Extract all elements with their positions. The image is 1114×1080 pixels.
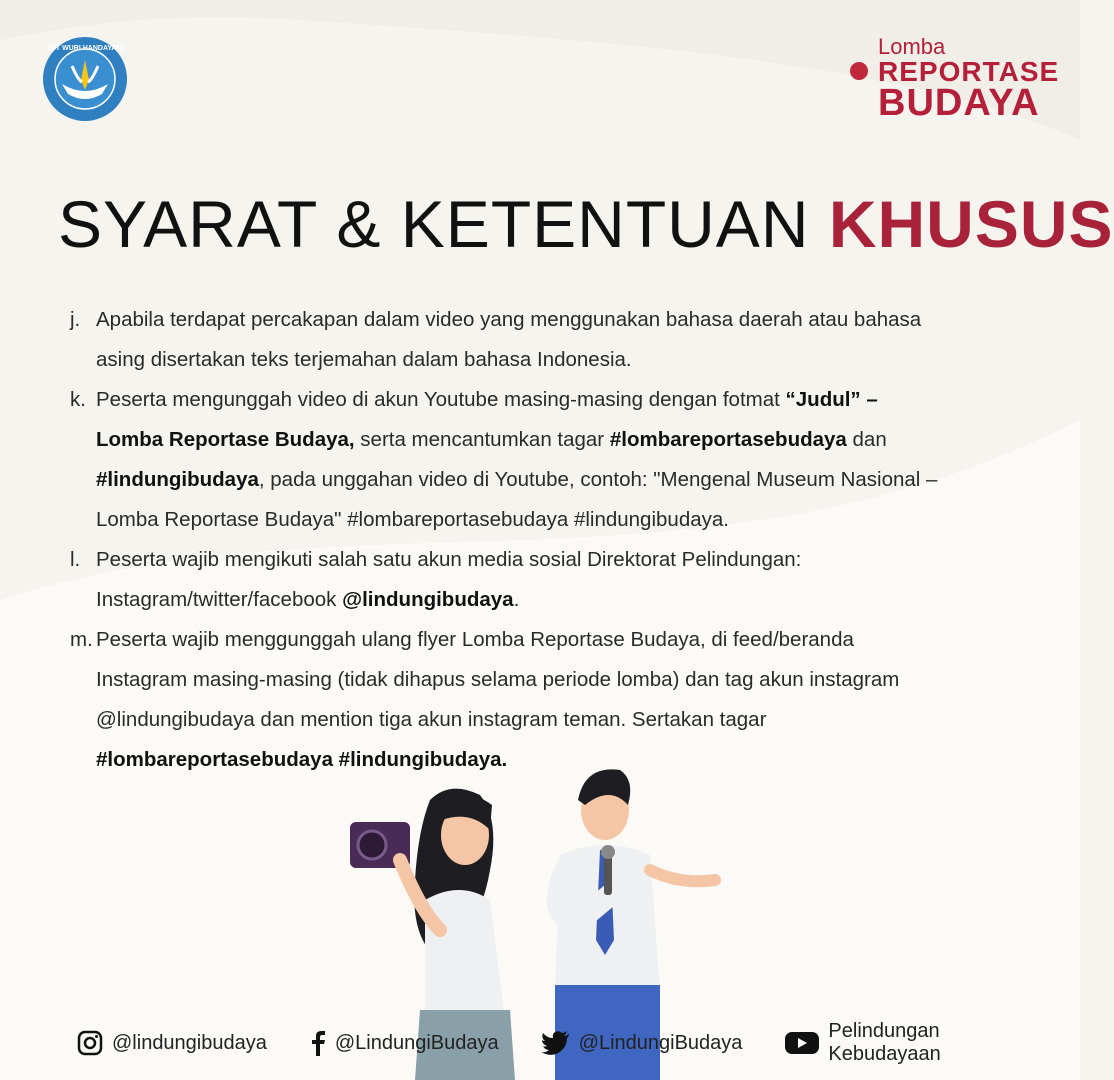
twitter-link[interactable] [541,1030,743,1056]
brand-line-1: Lomba [878,34,946,59]
term-text: Apabila terdapat percakapan dalam video yang menggunakan bahasa daerah atau bahasa [96,308,922,331]
youtube-link[interactable] [784,1020,974,1066]
term-text: @lindungibudaya dan mention tiga akun instagram teman. Sertakan tagar [96,708,767,731]
title-accent: KHUSUS [828,187,1114,261]
term-item-m [70,620,1030,780]
youtube-icon [784,1030,820,1056]
youtube-channel: Pelindungan Kebudayaan [828,1020,941,1065]
term-text: asing disertakan teks terjemahan dalam bahasa Indonesia. [96,348,632,371]
title-main: SYARAT & KETENTUAN [58,187,810,261]
term-text: Peserta wajib mengikuti salah satu akun media sosial Direktorat Pelindungan: [96,548,802,571]
brand-line-2: REPORTASE [878,56,1060,87]
term-item-l [70,540,1030,620]
instagram-icon [76,1029,104,1057]
term-text: serta mencantumkan tagar [354,428,610,451]
term-marker: m. [70,628,93,651]
page-title [58,186,1114,262]
term-item-k [70,380,1030,540]
term-text: Instagram/twitter/facebook [96,588,343,611]
term-marker: k. [70,388,86,411]
lomba-reportase-budaya-logo [840,34,1060,124]
brand-dot [850,62,868,80]
hashtag: #lindungibudaya [96,468,259,491]
term-item-j [70,300,1030,380]
facebook-link[interactable] [309,1029,499,1057]
logo-motto: TUT WURI HANDAYANI [46,45,124,52]
term-marker: j. [70,308,81,331]
social-footer [76,1020,1016,1065]
instagram-link[interactable] [76,1029,267,1057]
facebook-icon [309,1029,327,1057]
term-text: Peserta mengunggah video di akun Youtube masing-masing dengan fotmat [96,388,786,411]
hashtag: #lombareportasebudaya [609,428,847,451]
brand-line-3: BUDAYA [878,82,1040,124]
kemendikbud-logo [42,36,128,122]
term-text: , pada unggahan video di Youtube, contoh: "Mengenal Museum Nasional – [258,468,938,491]
term-text: dan [846,428,887,451]
term-text: Instagram masing-masing (tidak dihapus selama periode lomba) dan tag akun instagram [96,668,900,691]
term-text: Lomba Reportase Budaya" #lombareportasebudaya #lindungibudaya. [96,508,729,531]
term-text: . [513,588,520,611]
terms-list [70,300,1030,780]
hashtag: #lombareportasebudaya #lindungibudaya. [96,748,508,771]
term-bold: Lomba Reportase Budaya, [96,428,355,451]
instagram-handle: @lindungibudaya [112,1031,267,1054]
facebook-handle: @LindungiBudaya [334,1031,499,1054]
twitter-icon [541,1030,571,1056]
term-bold: “Judul” – [785,388,878,411]
term-marker: l. [70,548,81,571]
twitter-handle: @LindungiBudaya [578,1031,743,1054]
handle: @lindungibudaya [342,588,514,611]
term-text: Peserta wajib menggunggah ulang flyer Lomba Reportase Budaya, di feed/beranda [96,628,854,651]
